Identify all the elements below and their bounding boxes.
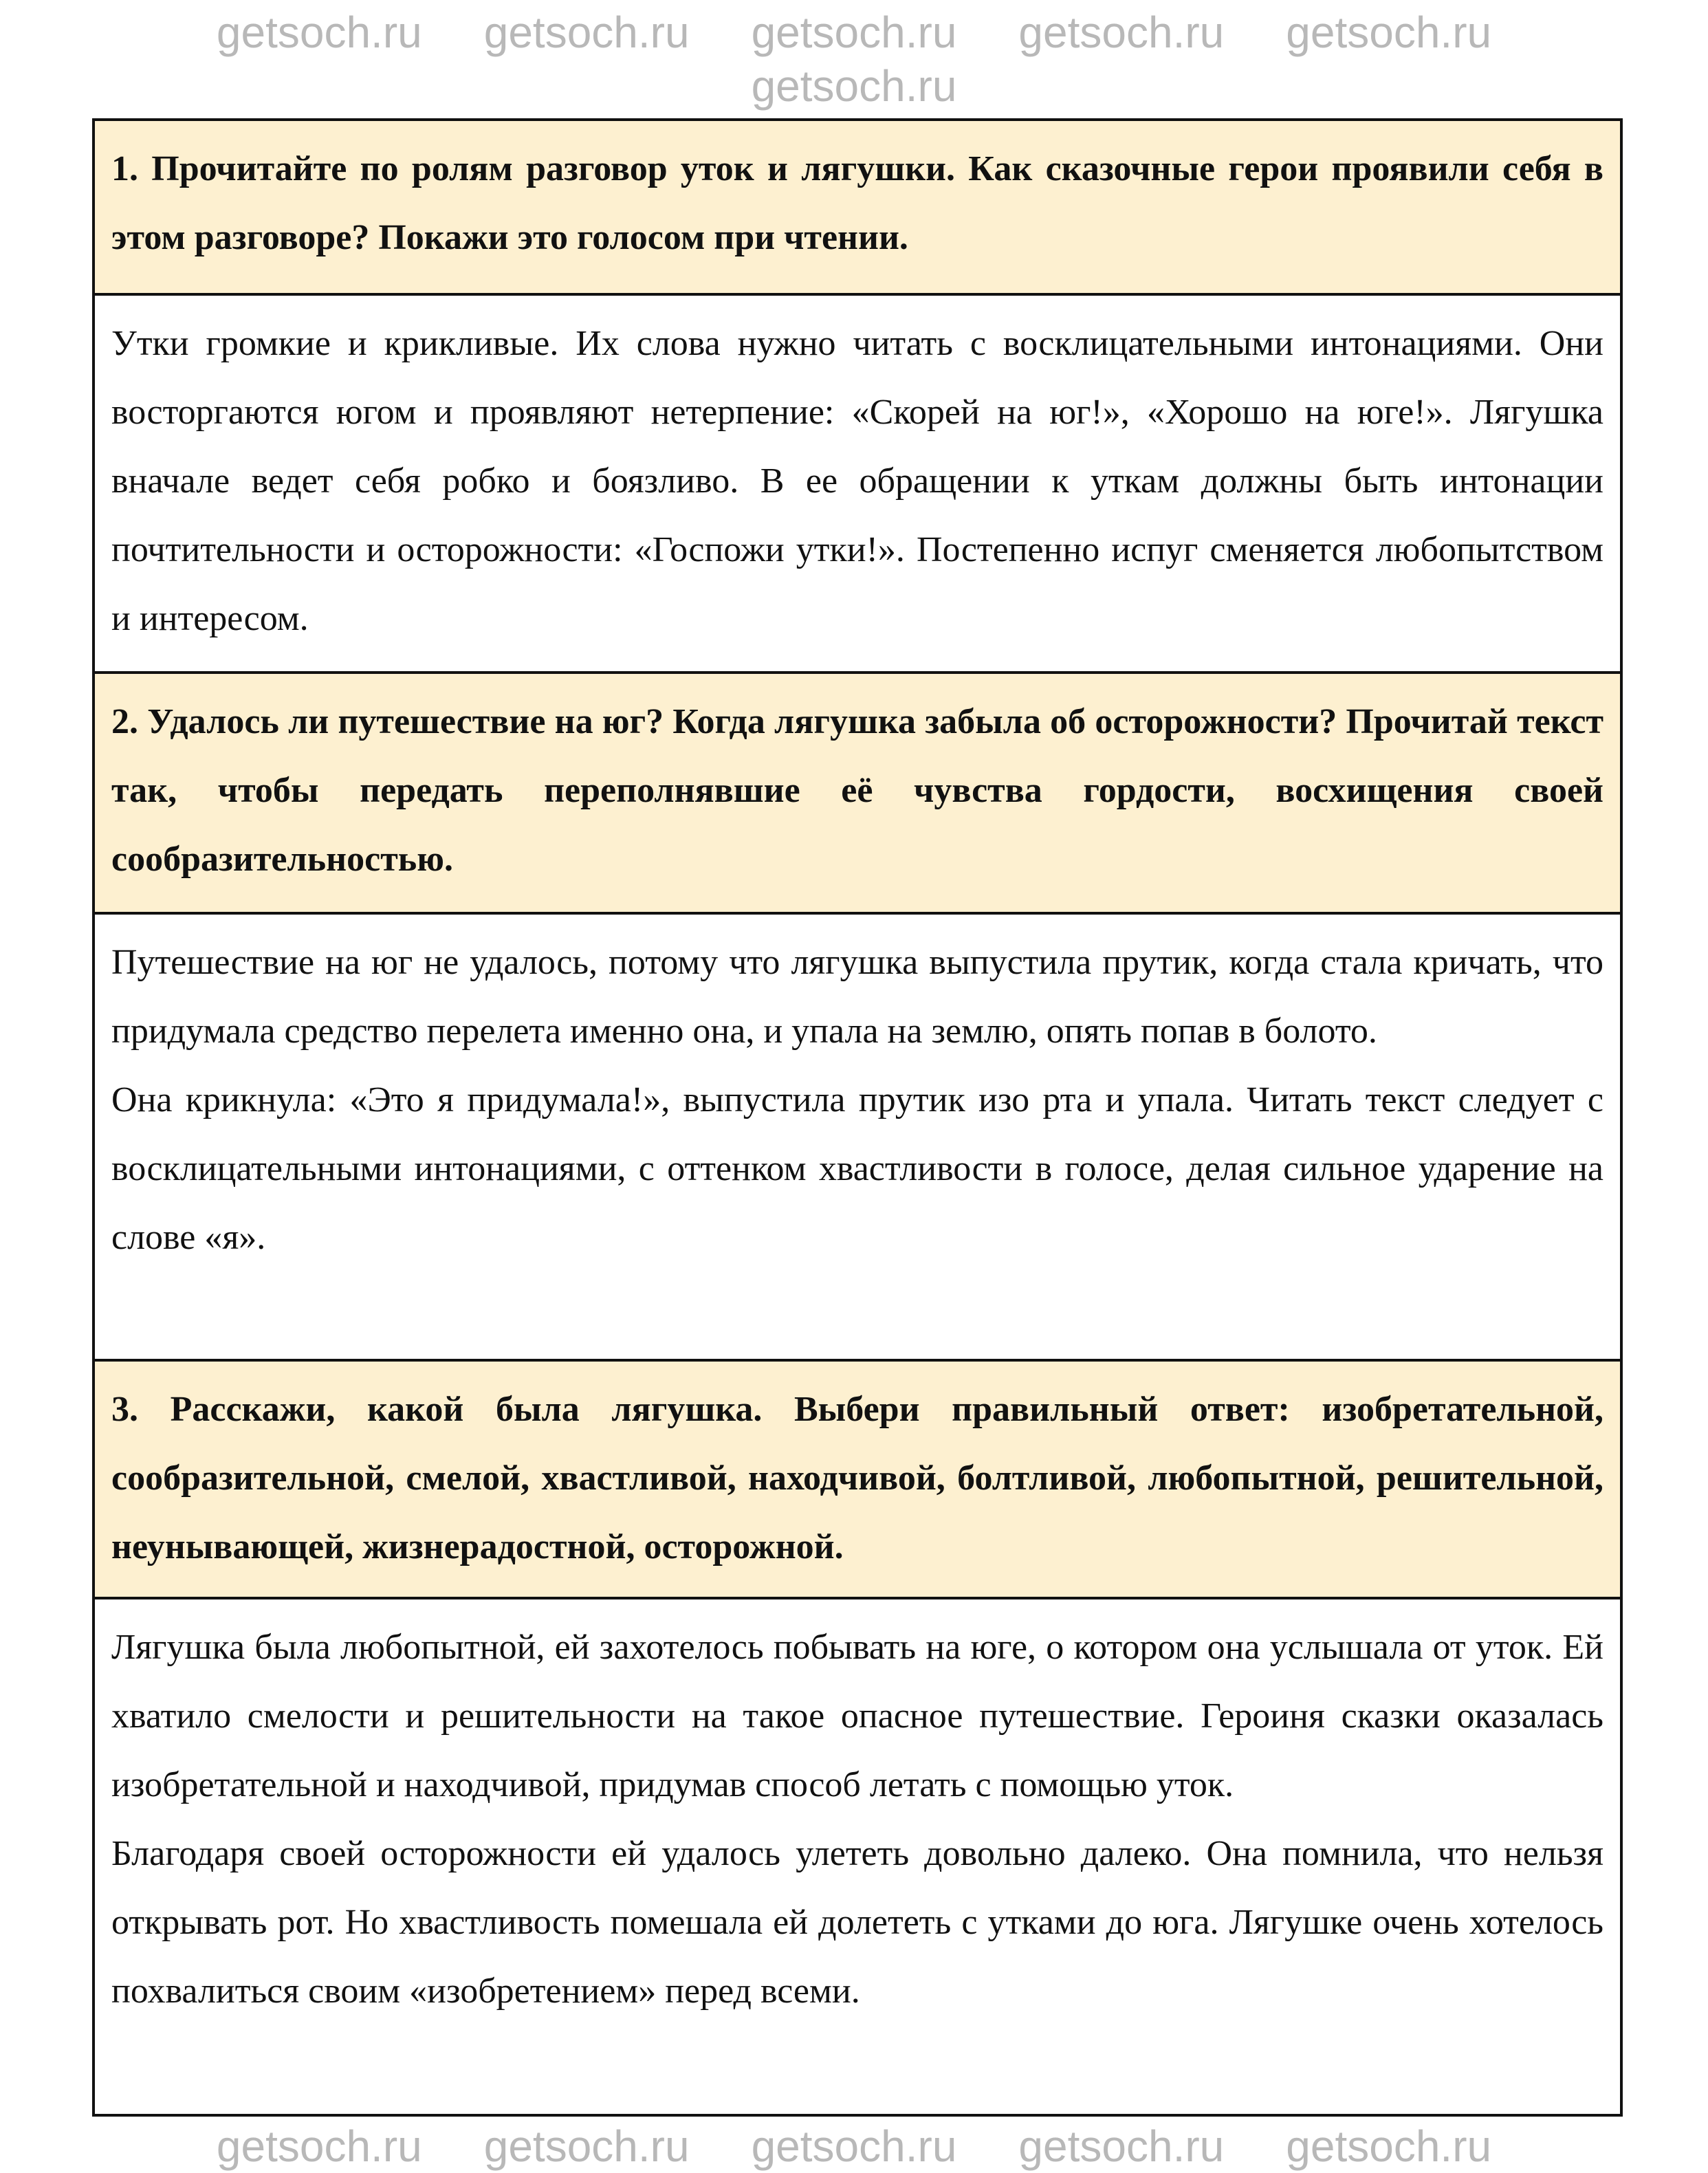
answer-paragraph: Она крикнула: «Это я придумала!», выпустила прутик изо рта и упала. Читать текст следует с восклицательными интонациями, с оттенком хвастливости в голосе, делая сильное ударение на слове «я». <box>111 1080 1603 1257</box>
answer-2 <box>95 912 1620 1359</box>
watermark: getsoch.ru <box>751 61 957 111</box>
watermark: getsoch.ru <box>1286 2121 1492 2171</box>
answer-paragraph: Путешествие на юг не удалось, потому что лягушка выпустила прутик, когда стала кричать, что придумала средство перелета именно она, и упала на землю, опять попав в болото. <box>111 943 1603 1051</box>
watermark: getsoch.ru <box>216 8 422 57</box>
answer-3 <box>95 1597 1620 2114</box>
question-1: 1. Прочитайте по ролям разговор уток и лягушки. Как сказочные герои проявили себя в этом разговоре? Покажи это голосом при чтении. <box>95 121 1620 293</box>
watermark: getsoch.ru <box>216 2121 422 2171</box>
answer-paragraph: Утки громкие и крикливые. Их слова нужно читать с восклицательными интонациями. Они восторгаются югом и проявляют нетерпение: «Скорей на юг!», «Хорошо на юге!». Лягушка вначале ведет себя робко и боязливо. В ее обращении к уткам должны быть интонации почтительности и осторожности: «Госпожи утки!». Постепенно испуг сменяется любопытством и интересом. <box>111 324 1603 638</box>
watermark: getsoch.ru <box>1018 8 1225 57</box>
watermark: getsoch.ru <box>1286 8 1492 57</box>
watermark-band-top <box>0 0 1708 118</box>
answer-paragraph: Благодаря своей осторожности ей удалось улететь довольно далеко. Она помнила, что нельзя открывать рот. Но хвастливость помешала ей долететь с утками до юга. Лягушке очень хотелось похвалиться своим «изобретением» перед всеми. <box>111 1834 1603 2011</box>
question-3: 3. Расскажи, какой была лягушка. Выбери правильный ответ: изобретательной, сообразительной, смелой, хвастливой, находчивой, болтливой, любопытной, решительной, неунывающей, жизнерадостной, осторожной. <box>95 1359 1620 1597</box>
qa-table <box>92 118 1623 2117</box>
answer-1 <box>95 293 1620 671</box>
watermark: getsoch.ru <box>483 2121 690 2171</box>
answer-paragraph: Лягушка была любопытной, ей захотелось побывать на юге, о котором она услышала от уток. Ей хватило смелости и решительности на такое опасное путешествие. Героиня сказки оказалась изобретательной и находчивой, придумав способ летать с помощью уток. <box>111 1628 1603 1804</box>
watermark: getsoch.ru <box>1018 2121 1225 2171</box>
question-2: 2. Удалось ли путешествие на юг? Когда лягушка забыла об осторожности? Прочитай текст так, чтобы передать переполнявшие её чувства гордости, восхищения своей сообразительностью. <box>95 671 1620 912</box>
watermark-band-bottom <box>0 2117 1708 2173</box>
watermark: getsoch.ru <box>483 8 690 57</box>
watermark: getsoch.ru <box>751 8 957 57</box>
watermark: getsoch.ru <box>751 2121 957 2171</box>
